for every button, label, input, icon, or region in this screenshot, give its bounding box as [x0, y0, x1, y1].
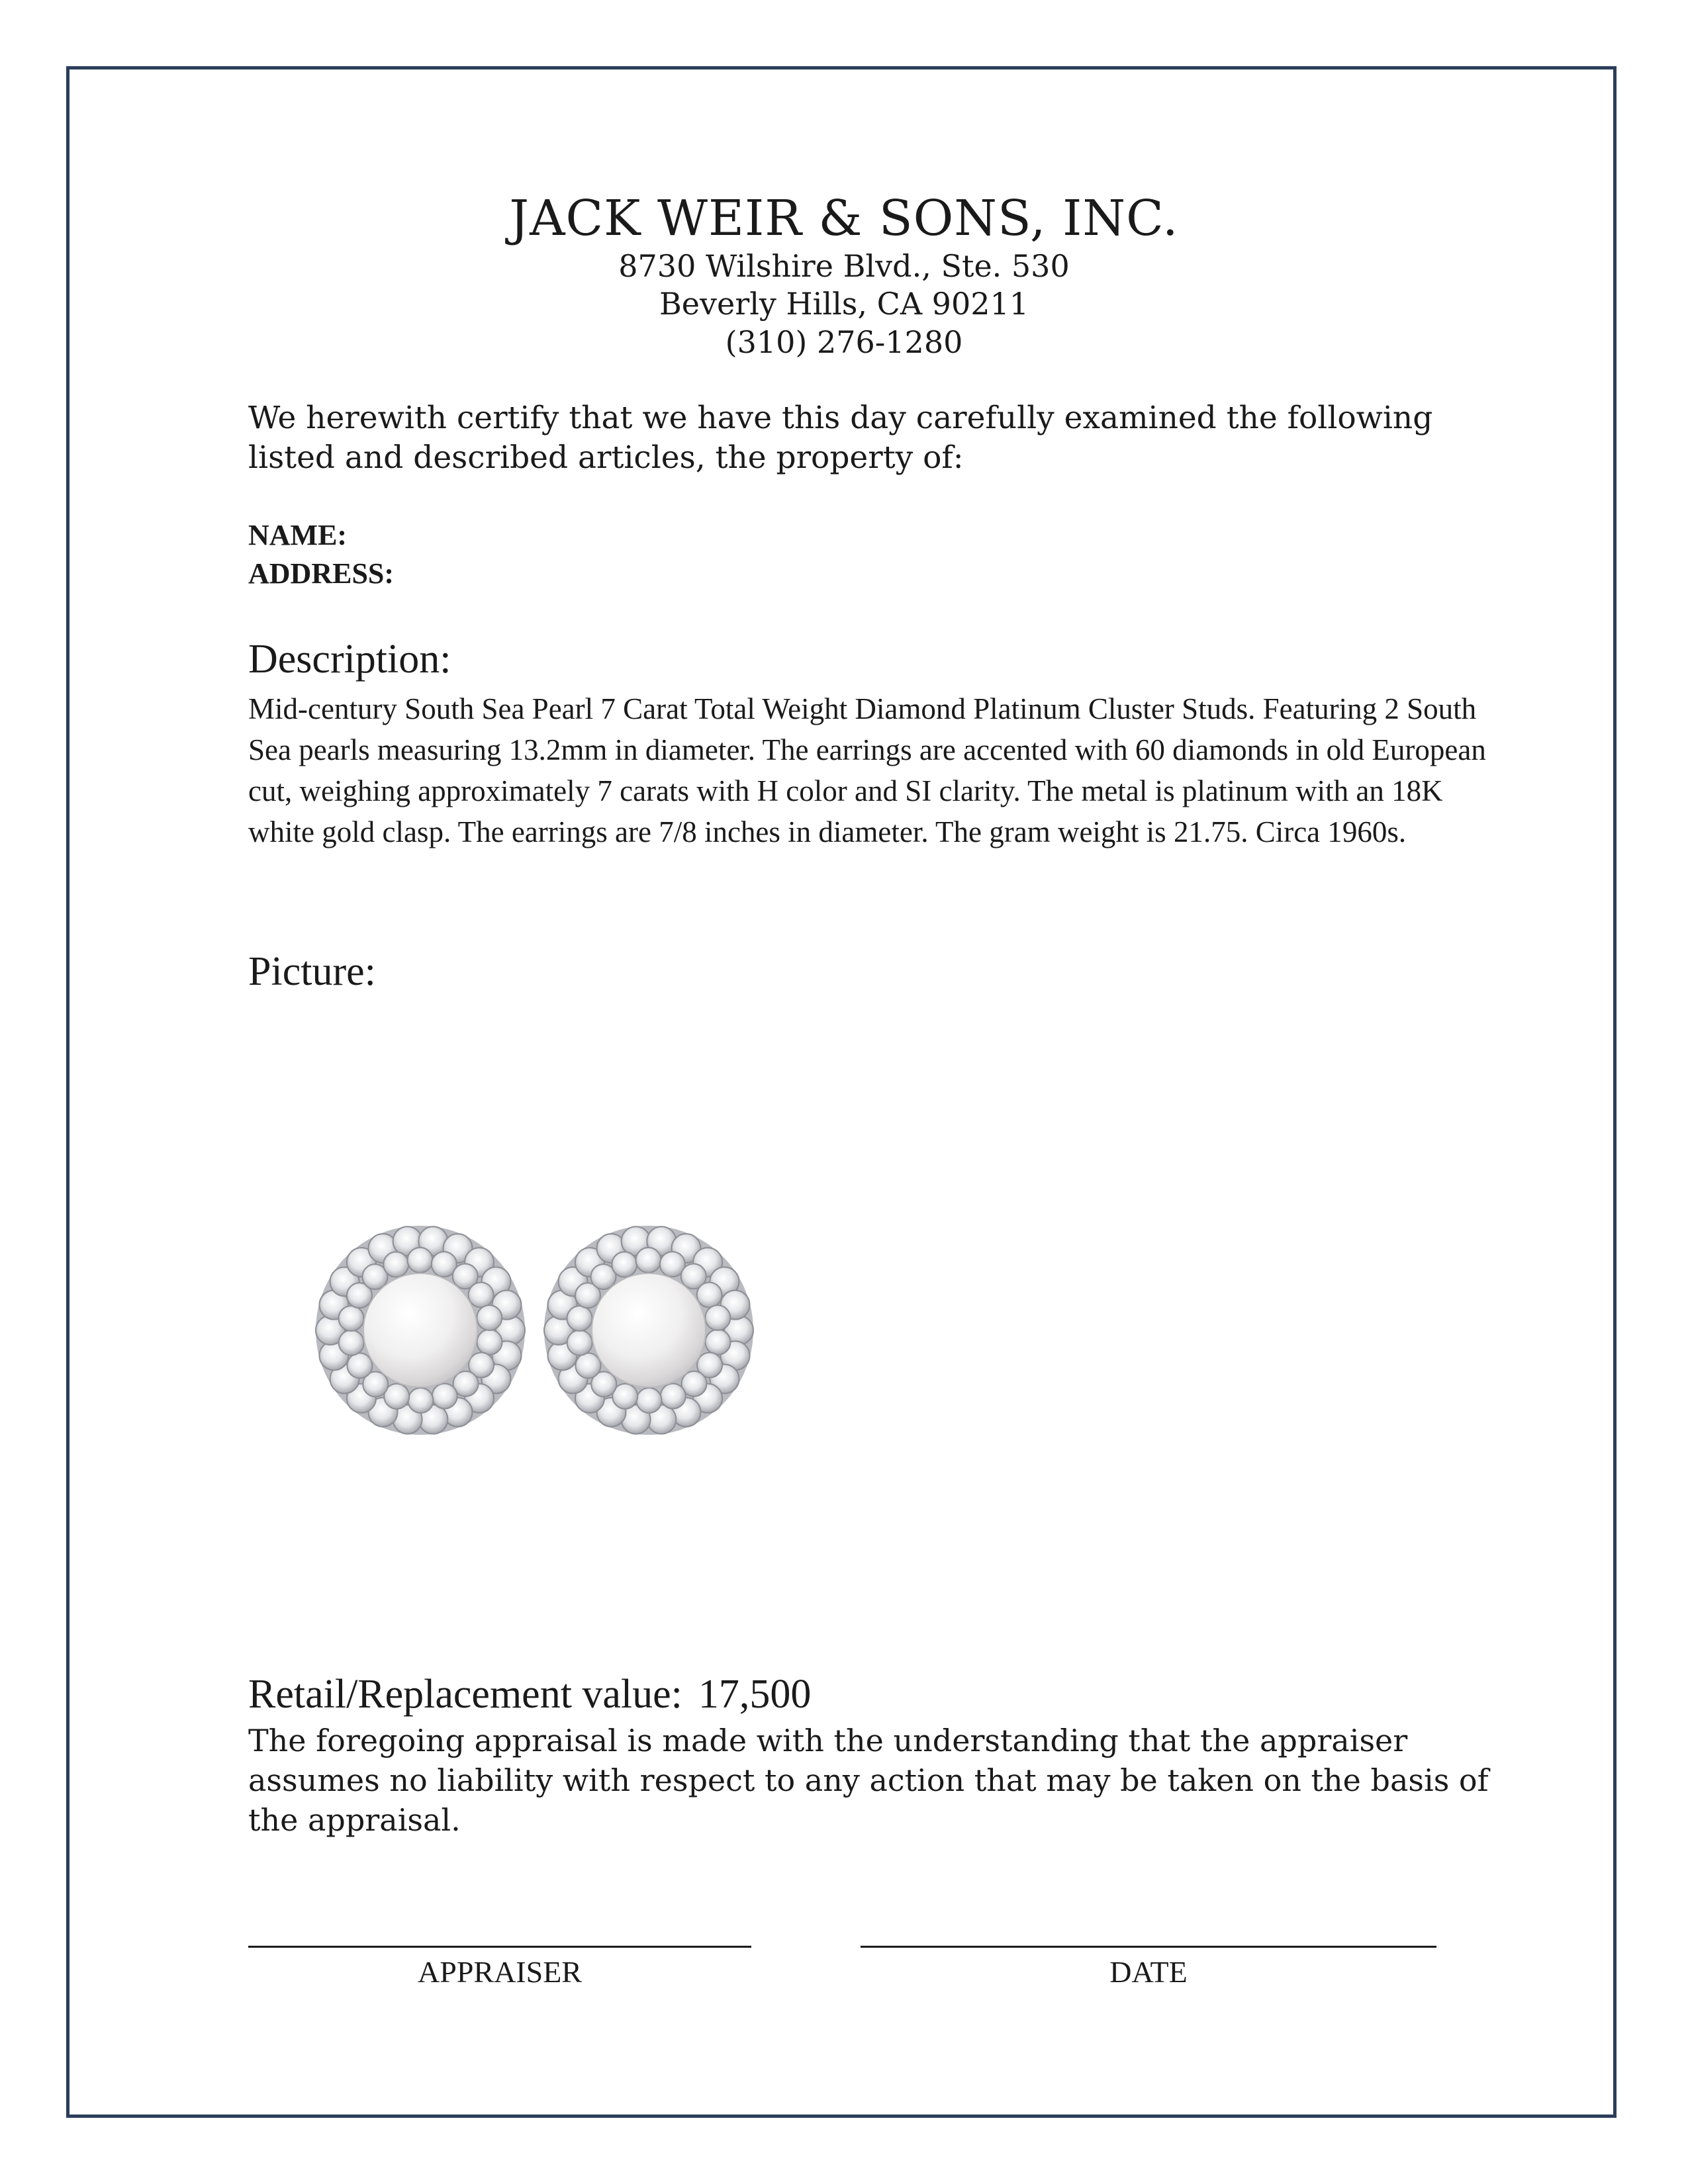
description-heading: Description:: [248, 637, 451, 682]
diamond-stone: [705, 1305, 730, 1330]
date-label: DATE: [1109, 1955, 1188, 1989]
earrings-picture: [305, 1211, 781, 1449]
diamond-stone: [383, 1252, 408, 1277]
owner-name-label: NAME:: [248, 519, 348, 551]
diamond-stone: [408, 1388, 433, 1413]
picture-heading: Picture:: [248, 949, 376, 994]
diamond-stone: [697, 1283, 722, 1308]
diamond-stone: [636, 1248, 661, 1273]
retail-value-line: [248, 1669, 811, 1719]
right-earring: [544, 1226, 753, 1435]
diamond-stone: [612, 1252, 637, 1277]
diamond-stone: [636, 1388, 661, 1413]
diamond-stone: [661, 1383, 686, 1408]
appraiser-signature-line: [248, 1946, 751, 1948]
diamond-stone: [432, 1383, 457, 1408]
diamond-stone: [705, 1330, 730, 1355]
diamond-stone: [567, 1306, 592, 1331]
diamond-stone: [339, 1306, 364, 1331]
description-text: Mid-century South Sea Pearl 7 Carat Total Weight Diamond Platinum Cluster Studs. Featuring 2 South Sea pearls measuring 13.2mm in diameter. The earrings are accented with 60 diamonds in old European cut, weighing approximately 7 carats with H color and SI clarity. The metal is platinum with an 18K white gold clasp. The earrings are 7/8 inches in diameter. The gram weight is 21.75. Circa 1960s.: [248, 692, 1486, 848]
diamond-stone: [477, 1305, 502, 1330]
pearl: [592, 1273, 706, 1387]
diamond-stone: [567, 1330, 592, 1355]
liability-disclaimer: The foregoing appraisal is made with the understanding that the appraiser assumes no liability with respect to any action that may be taken on the basis of the appraisal.: [248, 1723, 1489, 1838]
appraiser-label: APPRAISER: [418, 1955, 582, 1989]
certification-statement: We herewith certify that we have this day carefully examined the following listed and described articles, the property of:: [248, 400, 1433, 476]
diamond-stone: [408, 1248, 433, 1273]
diamond-stone: [347, 1353, 372, 1378]
retail-value-label: Retail/Replacement value:: [248, 1672, 682, 1717]
company-address-line2: Beverly Hills, CA 90211: [659, 286, 1029, 322]
diamond-stone: [469, 1283, 494, 1308]
diamond-stone: [477, 1330, 502, 1355]
company-phone: (310) 276-1280: [725, 324, 963, 360]
company-address-line1: 8730 Wilshire Blvd., Ste. 530: [618, 248, 1070, 284]
diamond-stone: [575, 1353, 600, 1378]
company-name: JACK WEIR & SONS, INC.: [509, 190, 1179, 247]
owner-address-label: ADDRESS:: [248, 557, 395, 590]
date-signature-line: [861, 1946, 1436, 1948]
pearl: [363, 1273, 477, 1387]
left-earring: [316, 1226, 525, 1435]
diamond-stone: [339, 1330, 364, 1355]
pearl-diamond-cluster-earrings-icon: [305, 1211, 781, 1449]
retail-value-amount: 17,500: [698, 1672, 812, 1717]
